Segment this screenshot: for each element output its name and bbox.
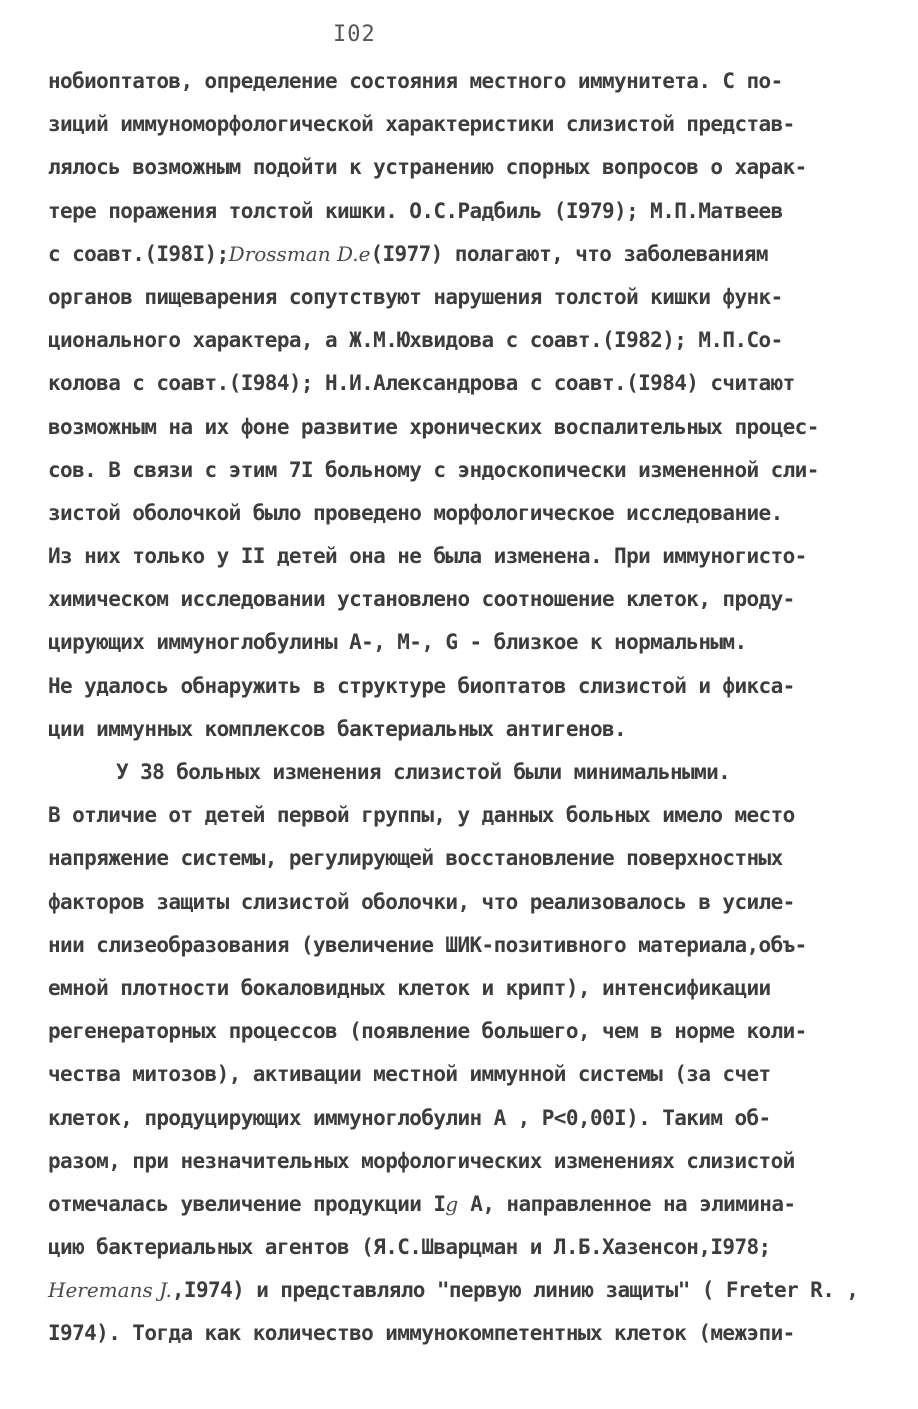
text-line: разом, при незначительных морфологических изменениях слизистой [48,1148,795,1173]
text-line: зиций иммуноморфологической характеристики слизистой представ- [48,112,795,137]
text-line: регенераторных процессов (появление большего, чем в норме коли- [48,1019,807,1044]
text-line: цирующих иммуноглобулины А-, М-, G - близкое к нормальным. [48,630,747,655]
text-line: органов пищеварения сопутствуют нарушения толстой кишки функ- [48,284,783,309]
text-line: ции иммунных комплексов бактериальных антигенов. [48,716,627,741]
text-line: химическом исследовании установлено соотношение клеток, проду- [48,587,795,612]
typed-text: отмечалась увеличение продукции I [48,1191,446,1216]
typed-text: А, направленное на элимина- [458,1191,796,1216]
text-line: чества митозов), активации местной иммунной системы (за счет [48,1062,771,1087]
text-line: клеток, продуцирующих иммуноглобулин А , Р<0,00I). Таким об- [48,1105,771,1130]
text-line: У 38 больных изменения слизистой были минимальными. [116,760,731,784]
body-text [48,60,888,1356]
handwritten-insert: Heremans J. [48,1278,172,1303]
text-line: Не удалось обнаружить в структуре биоптатов слизистой и фикса- [48,673,795,698]
handwritten-insert: Drossman D.e [228,241,371,266]
page-number: I02 [333,22,376,47]
text-line: В отличие от детей первой группы, у данных больных имело место [48,803,795,828]
text-line: напряжение системы, регулирующей восстановление поверхностных [48,846,783,871]
text-line [48,1269,888,1312]
text-line: тере поражения толстой кишки. О.С.Радбиль (I979); М.П.Матвеев [48,198,783,223]
text-line: Из них только у II детей она не была изменена. При иммуногисто- [48,544,807,569]
typed-text: (I977) полагают, что заболеваниям [370,241,768,266]
text-line [48,1183,888,1226]
text-line: нобиоптатов, определение состояния местного иммунитета. С по- [48,69,783,93]
text-line: зистой оболочкой было проведено морфологическое исследование. [48,500,783,525]
text-line: колова с соавт.(I984); Н.И.Александрова с соавт.(I984) считают [48,371,795,396]
text-line: цию бактериальных агентов (Я.С.Шварцман и Л.Б.Хазенсон,I978; [48,1235,771,1260]
text-line: сов. В связи с этим 7I больному с эндоскопически измененной сли- [48,457,819,482]
text-line: емной плотности бокаловидных клеток и крипт), интенсификации [48,975,771,1000]
text-line: I974). Тогда как количество иммунокомпетентных клеток (межэпи- [48,1321,795,1346]
typed-text: ,I974) и представляло "первую линию защиты" ( Freter R. , [171,1278,859,1303]
text-line: нии слизеобразования (увеличение ШИК-позитивного материала,объ- [48,932,807,957]
text-line: лялось возможным подойти к устранению спорных вопросов о харак- [48,155,807,180]
typed-text: с соавт.(I98I); [48,241,229,266]
text-line [48,233,888,276]
text-line: ционального характера, а Ж.М.Юхвидова с соавт.(I982); М.П.Со- [48,328,783,353]
handwritten-insert: g [445,1191,459,1216]
text-line: возможным на их фоне развитие хронических воспалительных процес- [48,414,819,439]
text-line: факторов защиты слизистой оболочки, что реализовалось в усиле- [48,889,795,914]
